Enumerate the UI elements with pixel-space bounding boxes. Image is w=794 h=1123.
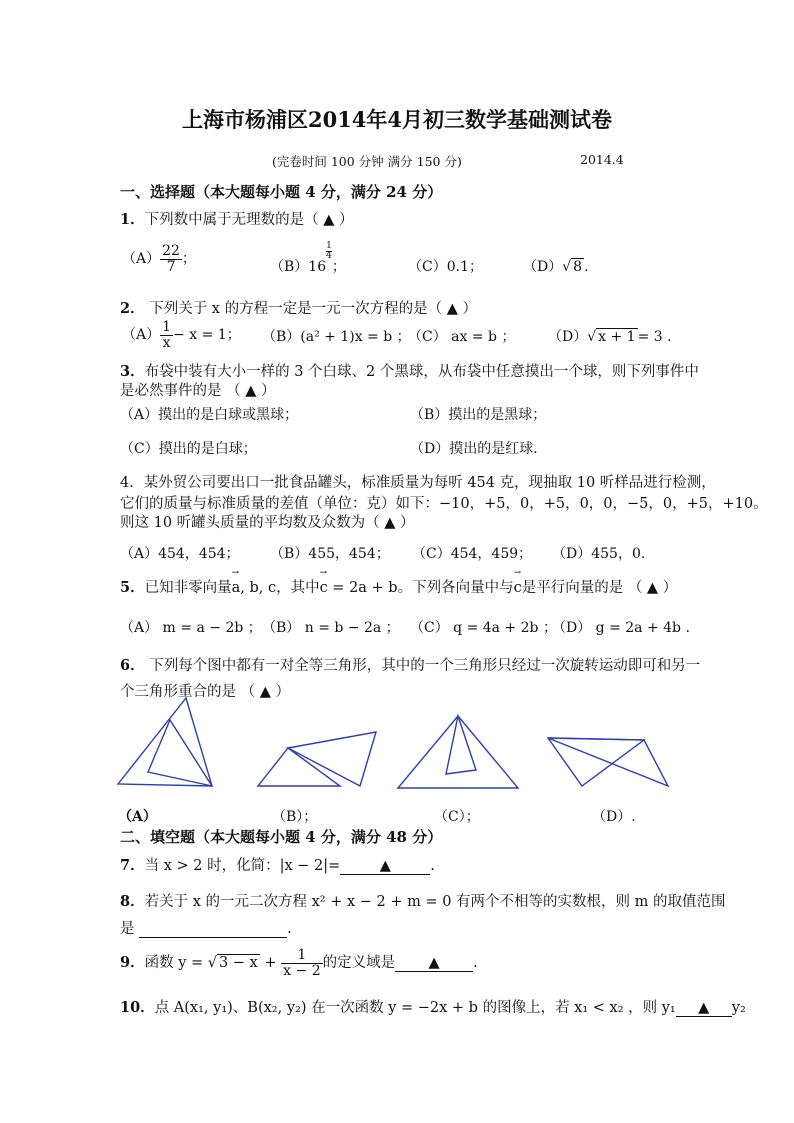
q5-option-b: （B） n = b − 2a ； <box>262 620 400 636</box>
exam-date: 2014.4 <box>580 152 624 167</box>
q4-option-d: （D）455，0. <box>552 546 646 562</box>
denominator: x − 2 <box>283 962 321 979</box>
exponent-denominator: 4 <box>326 251 332 261</box>
q6-option-d: （D）. <box>592 809 636 825</box>
q2-option-d <box>548 326 672 346</box>
q5-option-d: （D） g = 2a + 4b . <box>552 620 690 636</box>
question-text: 是 <box>120 921 135 937</box>
fraction <box>160 320 173 350</box>
sqrt-sign: √ <box>207 955 218 972</box>
question-number: 9． <box>120 954 145 972</box>
answer-blank[interactable]: ▲ <box>676 1000 732 1017</box>
question-7 <box>120 854 435 875</box>
question-text: 点 A(x₁, y₁)、B(x₂, y₂) 在一次函数 y = −2x + b 的图像上，若 x₁ < x₂ ，则 y₁ <box>154 1000 676 1016</box>
option-tail: = 3 . <box>637 329 672 345</box>
answer-blank[interactable] <box>139 921 287 938</box>
question-end: y₂ <box>731 1000 746 1016</box>
q3-option-a: （A）摸出的是白球或黑球； <box>120 407 299 423</box>
question-6-line2: 个三角形重合的是 （ ▲ ） <box>120 684 290 700</box>
question-text: 当 x > 2 时，化简： <box>144 858 280 874</box>
question-text: 布袋中装有大小一样的 3 个白球、2 个黑球，从布袋中任意摸出一个球，则下列事件中 <box>144 364 699 380</box>
question-text: 下列每个图中都有一对全等三角形，其中的一个三角形只经过一次旋转运动即可和另一 <box>144 658 701 674</box>
triangle-right <box>288 732 376 786</box>
question-number: 8． <box>120 893 145 910</box>
page-title: 上海市杨浦区2014年4月初三数学基础测试卷 <box>181 107 613 132</box>
option-label: （A） <box>122 251 161 268</box>
q2-option-c: （C） ax = b ； <box>408 329 516 345</box>
section-heading-choice: 一、选择题（本大题每小题 4 分，满分 24 分） <box>120 183 443 201</box>
question-number: 5． <box>120 579 145 596</box>
q3-option-b: （B）摸出的是黑球； <box>410 407 547 423</box>
vector-list: → a, b, c <box>232 580 276 596</box>
question-2 <box>120 297 477 318</box>
q5-option-c: （C） q = 4a + 2b ； <box>410 620 557 636</box>
question-end: . <box>287 921 292 937</box>
question-number: 2． <box>120 300 145 317</box>
option-label: （D） <box>548 329 588 345</box>
power-base: 16 <box>308 259 327 275</box>
question-text: 的定义域是 <box>322 955 396 972</box>
option-tail: ； <box>331 259 346 275</box>
power-exponent <box>326 242 332 261</box>
answer-blank[interactable]: ▲ <box>340 858 430 875</box>
option-tail: . <box>584 259 589 275</box>
question-9 <box>120 948 478 978</box>
q3-option-c: （C）摸出的是白球； <box>120 441 257 457</box>
question-number: 10． <box>120 999 155 1016</box>
triangle-left <box>548 738 644 786</box>
q1-option-d <box>523 256 589 276</box>
option-label: （D） <box>523 259 563 275</box>
radicand: 3 − x <box>219 955 258 972</box>
question-6 <box>120 654 700 675</box>
q1-option-a <box>122 244 196 274</box>
q2-option-a <box>122 320 241 350</box>
q6-option-a: （A） <box>118 809 157 825</box>
fraction <box>160 244 182 274</box>
q4-option-b: （B）455，454； <box>270 546 390 562</box>
triangle-outer <box>118 698 212 786</box>
question-4: 4．某外贸公司要出口一批食品罐头，标准质量为每听 454 克，现抽取 10 听样品进行检测， <box>120 475 716 491</box>
q6-option-c: （C）； <box>434 809 480 825</box>
option-tail: − x = 1； <box>173 327 241 344</box>
q1-option-c: （C）0.1； <box>408 259 483 275</box>
q6-option-b: （B）； <box>272 809 318 825</box>
question-3 <box>120 360 699 381</box>
equals-sign: = <box>328 858 341 874</box>
question-text: 函数 y = <box>144 955 208 972</box>
question-end: . <box>473 955 478 972</box>
question-8-line2 <box>120 917 292 938</box>
question-number: 7． <box>120 857 145 874</box>
question-number: 6． <box>120 657 145 674</box>
radicand: 8 <box>573 259 583 275</box>
question-text: 下列关于 x 的方程一定是一元一次方程的是（ ▲ ） <box>144 301 477 317</box>
section-heading-fill: 二、填空题（本大题每小题 4 分，满分 48 分） <box>120 828 443 846</box>
question-text: ，其中 <box>276 580 320 596</box>
question-number: 3． <box>120 363 145 380</box>
figure-d <box>542 732 674 792</box>
question-text: 。下列各向量中与 <box>397 580 514 596</box>
fraction <box>281 948 322 978</box>
triangle-right <box>548 738 668 786</box>
question-4-line3: 则这 10 听罐头质量的平均数及众数为（ ▲ ） <box>120 515 415 531</box>
figure-a <box>112 692 220 792</box>
option-tail: ； <box>181 251 196 268</box>
question-4-line2: 它们的质量与标准质量的差值（单位：克）如下：−10，+5，0，+5，0，0，−5，0，+5，+10。 <box>120 496 768 512</box>
question-text: 已知非零向量 <box>144 580 232 596</box>
vector-c: → c <box>514 580 522 596</box>
question-10 <box>120 996 746 1017</box>
exam-info: (完卷时间 100 分钟 满分 150 分) <box>272 154 462 169</box>
numerator: 1 <box>162 319 172 335</box>
denominator: 7 <box>166 258 176 275</box>
question-number: 1． <box>120 211 145 228</box>
plus-sign: + <box>259 955 282 972</box>
question-end: . <box>430 858 435 874</box>
question-3-line2: 是必然事件的是 （ ▲ ） <box>120 383 276 399</box>
numerator: 1 <box>281 948 322 964</box>
option-label: （A） <box>122 327 161 344</box>
q5-option-a: （A） m = a − 2b ； <box>120 620 262 636</box>
question-text: 若关于 x 的一元二次方程 x² + x − 2 + m = 0 有两个不相等的实数根，则 m 的取值范围 <box>144 894 726 910</box>
figure-c <box>394 712 526 794</box>
vector-equation: = 2a + b <box>327 580 398 596</box>
denominator: x <box>162 334 171 351</box>
question-text: 下列数中属于无理数的是（ ▲ ） <box>144 212 354 228</box>
q4-option-a: （A）454，454； <box>120 546 240 562</box>
exponent-numerator: 1 <box>326 241 332 251</box>
q1-option-b <box>270 241 346 276</box>
question-text: 是平行向量的是 （ ▲ ） <box>521 580 678 596</box>
option-label: （B） <box>270 259 309 275</box>
numerator: 22 <box>162 243 180 259</box>
figure-b <box>252 726 382 792</box>
vector-c: → c <box>320 580 328 596</box>
q4-option-c: （C）454，459； <box>412 546 533 562</box>
sqrt-sign: √ <box>562 259 572 275</box>
answer-blank[interactable]: ▲ <box>395 955 473 972</box>
question-1 <box>120 208 353 229</box>
q3-option-d: （D）摸出的是红球． <box>410 441 548 457</box>
question-5 <box>120 576 677 597</box>
triangle-outer <box>398 716 518 788</box>
absolute-expression: |x − 2| <box>279 858 329 874</box>
sqrt-sign: √ <box>587 329 597 345</box>
question-8 <box>120 890 726 911</box>
q2-option-b: （B）(a² + 1)x = b ； <box>262 329 411 345</box>
radicand: x + 1 <box>598 329 636 345</box>
